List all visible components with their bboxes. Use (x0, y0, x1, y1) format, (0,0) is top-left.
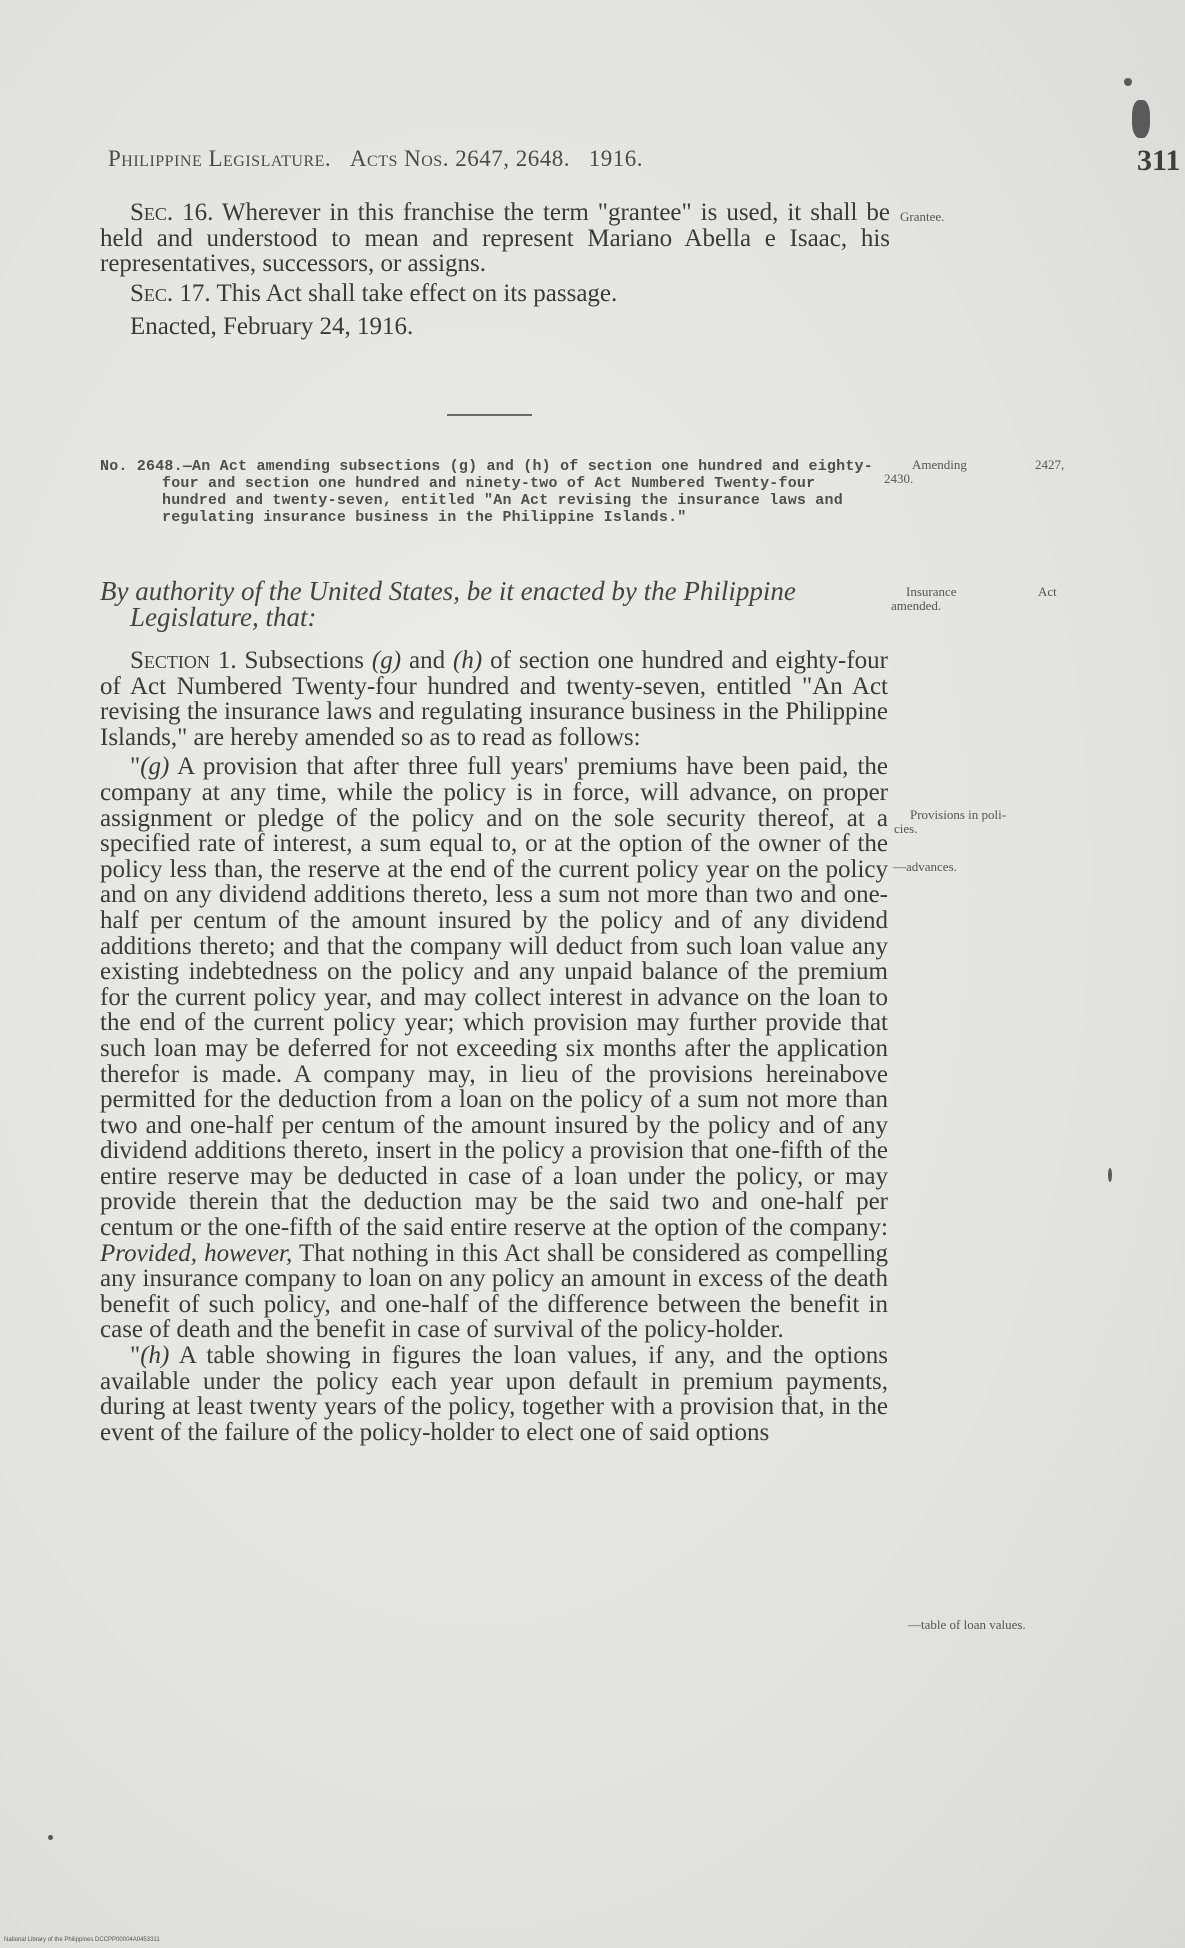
section-16 (100, 200, 890, 277)
section-1-label: Section 1. (130, 647, 237, 674)
note-advances: —advances. (893, 859, 957, 874)
section-17 (100, 281, 890, 307)
header-legislature: Philippine Legislature. (108, 146, 332, 171)
scan-footer: National Library of the Philippines DCCPP00004A0453311 (4, 1937, 160, 1943)
act-number: No. 2648. (100, 458, 183, 475)
header-acts: Acts Nos. 2647, 2648. (349, 146, 570, 171)
section-1-block (100, 648, 888, 1445)
enacting-text: By authority of the United States, be it enacted by the Philippine Legislature, that: (100, 576, 796, 632)
section-1 (100, 648, 888, 750)
para-g-text-b: That nothing in this Act shall be considered as compelling any insurance company to loan on any policy an amount in excess of the death benefit of such policy, and one-half of the difference between the benefit in case of death and the benefit in case of survival of the policy-holder. (100, 1239, 888, 1344)
note-grantee: Grantee. (900, 209, 945, 224)
para-h-label: (h) (140, 1342, 170, 1370)
sec16-label: Sec. 16. (130, 199, 214, 226)
section-1-text-a: Subsections (236, 647, 372, 674)
act-synopsis (100, 458, 880, 526)
scan-speck (48, 1835, 53, 1840)
header-year: 1916. (588, 146, 643, 171)
note-provisions: Provisions in poli- (910, 807, 1007, 822)
section-1-text-b: of section one hundred and eighty-four of Act Numbered Twenty-four hundred and twenty-seven, entitled "An Act revising the insurance laws and regulating insurance business in the Philippine Islands," are hereby amended so as to read as follows: (100, 647, 888, 751)
section-1-and: and (401, 647, 454, 674)
para-h-quote: " (130, 1342, 141, 1370)
scan-speck (1108, 1168, 1112, 1182)
enacted-date: Enacted, February 24, 1916. (130, 313, 414, 341)
note-amended: amended. (891, 598, 942, 613)
sec17-text: This Act shall take effect on its passage. (210, 279, 618, 307)
para-g-text-a: A provision that after three full years' premiums have been paid, the company at any time, while the policy is in force, will advance, on proper assignment or pledge of the policy and on the sole security thereof, at a specified rate of interest, a sum equal to, or at the option of the owner of the policy less than, the reserve at the end of the current policy year on the policy and on any dividend additions thereto, less a sum not more than two and one-half per centum of the amount insured by the policy and of any dividend additions thereto; and that the company will deduct from such loan value any existing indebtedness on the policy and any unpaid balance of the premium for the current policy year, and may collect interest in advance on the loan to the end of the current policy year; which provision may further provide that such loan may be deferred for not exceeding six months after the application therefor is made. A company may, in lieu of the provisions hereinabove permitted for the deduction from a loan on the policy of a sum not more than two and one-half per centum of the amount insured by the policy and of any dividend additions thereto, insert in the policy a provision that one-fifth of the entire reserve may be deducted in case of a loan under the policy, or may provide therein that the deduction may be the said two and one-half per centum or the one-fifth of the said entire reserve at the option of the company: (100, 753, 888, 1242)
note-amending-2430: 2430. (884, 471, 914, 486)
para-g-proviso: Provided, however, (100, 1239, 293, 1267)
para-h-text: A table showing in figures the loan values, if any, and the options available under the policy each year upon default in premium payments, during at least twenty years of the policy, together with a provision that, in the event of the failure of the policy-holder to elect one of said options (100, 1342, 888, 1446)
act-title-text: —An Act amending subsections (g) and (h) of section one hundred and eighty-four and section one hundred and ninety-two of Act Numbered Twenty-four hundred and twenty-seven, entitled "An Act revising the insurance laws and regulating insurance business in the Philippine Islands." (162, 458, 873, 526)
note-amending: Amending (912, 457, 967, 472)
page-number: 311 (1137, 144, 1181, 177)
scan-smudge (1132, 100, 1150, 138)
note-policies: cies. (894, 821, 918, 836)
section-1-g: (g) (371, 647, 402, 674)
note-amending-2427: 2427, (1035, 457, 1065, 472)
running-header (108, 146, 643, 172)
act-title (100, 458, 880, 526)
paragraph-g (100, 754, 888, 1343)
sec16-text: Wherever in this franchise the term "grantee" is used, it shall be held and understood to mean and represent Mariano Abella e Isaac, his representatives, successors, or assigns. (100, 199, 890, 278)
sections-16-17 (100, 200, 890, 340)
para-g-quote: " (130, 753, 141, 781)
para-g-label: (g) (140, 753, 170, 781)
note-insurance: Insurance (906, 584, 957, 599)
note-act: Act (1038, 584, 1057, 599)
section-1-h: (h) (453, 647, 483, 674)
enacting-clause (100, 578, 890, 630)
section-divider (447, 414, 532, 416)
paragraph-h (100, 1343, 888, 1445)
sec17-label: Sec. 17. (130, 279, 211, 307)
scan-speck (1124, 78, 1132, 86)
note-table-loan-values: —table of loan values. (908, 1617, 1026, 1632)
